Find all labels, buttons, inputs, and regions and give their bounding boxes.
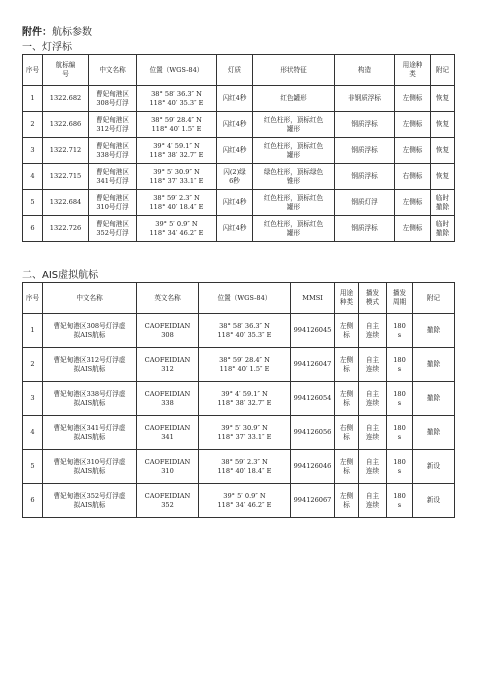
cell-broadcast-mode: 自主 连续 <box>359 382 387 416</box>
page-heading <box>22 23 92 38</box>
table-row <box>23 348 455 382</box>
column-header-chinese-name: 中文名称 <box>43 283 137 314</box>
column-header-aid-number: 航标编 号 <box>43 55 89 86</box>
table-header-row <box>23 55 455 86</box>
cell-construction: 钢质浮标 <box>335 112 395 138</box>
light-buoy-table <box>22 54 455 242</box>
cell-purpose: 左侧 标 <box>335 314 359 348</box>
table-row <box>23 450 455 484</box>
cell-light-character: 闪红4秒 <box>217 86 253 112</box>
cell-aid-number: 1322.712 <box>43 138 89 164</box>
cell-aid-number: 1322.715 <box>43 164 89 190</box>
cell-chinese-name: 曹妃甸港区 312号灯浮 <box>89 112 137 138</box>
table-row <box>23 138 455 164</box>
cell-position: 39° 4′ 59.1″ N 118° 38′ 32.7″ E <box>137 138 217 164</box>
table-header-row <box>23 283 455 314</box>
cell-chinese-name: 曹妃甸港区312号灯浮虚 拟AIS航标 <box>43 348 137 382</box>
cell-aid-number: 1322.684 <box>43 190 89 216</box>
cell-broadcast-period: 180 s <box>387 416 413 450</box>
cell-purpose: 左侧标 <box>395 112 431 138</box>
cell-index: 4 <box>23 416 43 450</box>
cell-light-character: 闪红4秒 <box>217 112 253 138</box>
table-row <box>23 86 455 112</box>
cell-purpose: 左侧标 <box>395 138 431 164</box>
cell-index: 2 <box>23 112 43 138</box>
column-header-light-character: 灯质 <box>217 55 253 86</box>
cell-construction: 非钢质浮标 <box>335 86 395 112</box>
cell-index: 1 <box>23 86 43 112</box>
table-row <box>23 216 455 242</box>
cell-english-name: CAOFEIDIAN 310 <box>137 450 199 484</box>
cell-purpose: 左侧 标 <box>335 382 359 416</box>
table-row <box>23 382 455 416</box>
cell-index: 6 <box>23 216 43 242</box>
cell-remark: 新设 <box>413 484 455 518</box>
cell-index: 3 <box>23 382 43 416</box>
cell-position: 38° 59′ 2.3″ N 118° 40′ 18.4″ E <box>137 190 217 216</box>
table-row <box>23 164 455 190</box>
cell-position: 38° 59′ 28.4″ N 118° 40′ 1.5″ E <box>137 112 217 138</box>
heading-prefix: 附件： <box>22 27 52 38</box>
cell-position: 38° 59′ 28.4″ N 118° 40′ 1.5″ E <box>199 348 291 382</box>
column-header-index: 序号 <box>23 55 43 86</box>
table-row <box>23 190 455 216</box>
cell-mmsi: 994126067 <box>291 484 335 518</box>
cell-aid-number: 1322.686 <box>43 112 89 138</box>
cell-remark: 撤除 <box>413 314 455 348</box>
cell-broadcast-mode: 自主 连续 <box>359 348 387 382</box>
cell-chinese-name: 曹妃甸港区 310号灯浮 <box>89 190 137 216</box>
cell-mmsi: 994126046 <box>291 450 335 484</box>
cell-mmsi: 994126045 <box>291 314 335 348</box>
section-title-ais-virtual-aids: 二、AIS虚拟航标 <box>22 270 99 281</box>
cell-position: 39° 5′ 30.9″ N 118° 37′ 33.1″ E <box>137 164 217 190</box>
cell-english-name: CAOFEIDIAN 352 <box>137 484 199 518</box>
cell-chinese-name: 曹妃甸港区 341号灯浮 <box>89 164 137 190</box>
cell-chinese-name: 曹妃甸港区310号灯浮虚 拟AIS航标 <box>43 450 137 484</box>
section-title-light-buoys: 一、灯浮标 <box>22 42 72 53</box>
cell-mmsi: 994126056 <box>291 416 335 450</box>
cell-broadcast-period: 180 s <box>387 348 413 382</box>
cell-broadcast-period: 180 s <box>387 314 413 348</box>
cell-purpose: 左侧标 <box>395 190 431 216</box>
cell-purpose: 左侧标 <box>395 216 431 242</box>
cell-position: 39° 5′ 30.9″ N 118° 37′ 33.1″ E <box>199 416 291 450</box>
cell-chinese-name: 曹妃甸港区341号灯浮虚 拟AIS航标 <box>43 416 137 450</box>
cell-purpose: 左侧 标 <box>335 484 359 518</box>
table-row <box>23 484 455 518</box>
cell-index: 6 <box>23 484 43 518</box>
cell-english-name: CAOFEIDIAN 312 <box>137 348 199 382</box>
column-header-chinese-name: 中文名称 <box>89 55 137 86</box>
cell-mmsi: 994126047 <box>291 348 335 382</box>
ais-virtual-aid-table <box>22 282 455 518</box>
cell-broadcast-mode: 自主 连续 <box>359 314 387 348</box>
cell-aid-number: 1322.682 <box>43 86 89 112</box>
cell-light-character: 闪红4秒 <box>217 216 253 242</box>
cell-chinese-name: 曹妃甸港区 352号灯浮 <box>89 216 137 242</box>
cell-broadcast-mode: 自主 连续 <box>359 416 387 450</box>
cell-chinese-name: 曹妃甸港区 338号灯浮 <box>89 138 137 164</box>
cell-english-name: CAOFEIDIAN 338 <box>137 382 199 416</box>
cell-english-name: CAOFEIDIAN 308 <box>137 314 199 348</box>
cell-chinese-name: 曹妃甸港区308号灯浮虚 拟AIS航标 <box>43 314 137 348</box>
column-header-remark: 附记 <box>413 283 455 314</box>
cell-position: 38° 58′ 36.3″ N 118° 40′ 35.3″ E <box>137 86 217 112</box>
column-header-shape: 形状特征 <box>253 55 335 86</box>
column-header-broadcast-period: 播发 周期 <box>387 283 413 314</box>
cell-remark: 恢复 <box>431 86 455 112</box>
cell-position: 38° 59′ 2.3″ N 118° 40′ 18.4″ E <box>199 450 291 484</box>
cell-index: 3 <box>23 138 43 164</box>
cell-light-character: 闪(2)绿 6秒 <box>217 164 253 190</box>
column-header-position: 位置（WGS-84） <box>137 55 217 86</box>
cell-position: 39° 4′ 59.1″ N 118° 38′ 32.7″ E <box>199 382 291 416</box>
cell-shape: 红色柱形，顶标红色 罐形 <box>253 190 335 216</box>
cell-chinese-name: 曹妃甸港区352号灯浮虚 拟AIS航标 <box>43 484 137 518</box>
cell-index: 5 <box>23 190 43 216</box>
cell-index: 4 <box>23 164 43 190</box>
cell-remark: 恢复 <box>431 112 455 138</box>
heading-title: 航标参数 <box>52 27 92 38</box>
cell-purpose: 右侧标 <box>395 164 431 190</box>
cell-broadcast-period: 180 s <box>387 450 413 484</box>
cell-remark: 恢复 <box>431 138 455 164</box>
column-header-mmsi: MMSI <box>291 283 335 314</box>
cell-construction: 钢质浮标 <box>335 164 395 190</box>
cell-broadcast-period: 180 s <box>387 484 413 518</box>
cell-mmsi: 994126054 <box>291 382 335 416</box>
cell-construction: 钢质浮标 <box>335 138 395 164</box>
table-row <box>23 314 455 348</box>
cell-purpose: 左侧标 <box>395 86 431 112</box>
cell-remark: 临时 撤除 <box>431 216 455 242</box>
table-row <box>23 416 455 450</box>
cell-remark: 撤除 <box>413 348 455 382</box>
table-row <box>23 112 455 138</box>
cell-remark: 新设 <box>413 450 455 484</box>
column-header-index: 序号 <box>23 283 43 314</box>
cell-shape: 绿色柱形，顶标绿色 锥形 <box>253 164 335 190</box>
cell-remark: 撤除 <box>413 382 455 416</box>
cell-aid-number: 1322.726 <box>43 216 89 242</box>
cell-remark: 撤除 <box>413 416 455 450</box>
cell-construction: 钢质灯浮 <box>335 190 395 216</box>
cell-shape: 红色柱形，顶标红色 罐形 <box>253 112 335 138</box>
cell-index: 1 <box>23 314 43 348</box>
cell-position: 38° 58′ 36.3″ N 118° 40′ 35.3″ E <box>199 314 291 348</box>
cell-remark: 恢复 <box>431 164 455 190</box>
cell-purpose: 左侧 标 <box>335 450 359 484</box>
cell-light-character: 闪红4秒 <box>217 138 253 164</box>
cell-shape: 红色柱形，顶标红色 罐形 <box>253 216 335 242</box>
cell-index: 2 <box>23 348 43 382</box>
cell-shape: 红色罐形 <box>253 86 335 112</box>
column-header-construction: 构造 <box>335 55 395 86</box>
column-header-purpose: 用途种 类 <box>395 55 431 86</box>
cell-index: 5 <box>23 450 43 484</box>
cell-position: 39° 5′ 0.9″ N 118° 34′ 46.2″ E <box>137 216 217 242</box>
column-header-english-name: 英文名称 <box>137 283 199 314</box>
column-header-purpose: 用途 种类 <box>335 283 359 314</box>
cell-chinese-name: 曹妃甸港区338号灯浮虚 拟AIS航标 <box>43 382 137 416</box>
cell-construction: 钢质浮标 <box>335 216 395 242</box>
cell-chinese-name: 曹妃甸港区 308号灯浮 <box>89 86 137 112</box>
column-header-position: 位置（WGS-84） <box>199 283 291 314</box>
cell-english-name: CAOFEIDIAN 341 <box>137 416 199 450</box>
column-header-remark: 附记 <box>431 55 455 86</box>
cell-position: 39° 5′ 0.9″ N 118° 34′ 46.2″ E <box>199 484 291 518</box>
column-header-broadcast-mode: 播发 模式 <box>359 283 387 314</box>
cell-shape: 红色柱形，顶标红色 罐形 <box>253 138 335 164</box>
cell-light-character: 闪红4秒 <box>217 190 253 216</box>
cell-broadcast-mode: 自主 连续 <box>359 484 387 518</box>
cell-purpose: 右侧 标 <box>335 416 359 450</box>
cell-remark: 临时 撤除 <box>431 190 455 216</box>
cell-purpose: 左侧 标 <box>335 348 359 382</box>
cell-broadcast-mode: 自主 连续 <box>359 450 387 484</box>
cell-broadcast-period: 180 s <box>387 382 413 416</box>
